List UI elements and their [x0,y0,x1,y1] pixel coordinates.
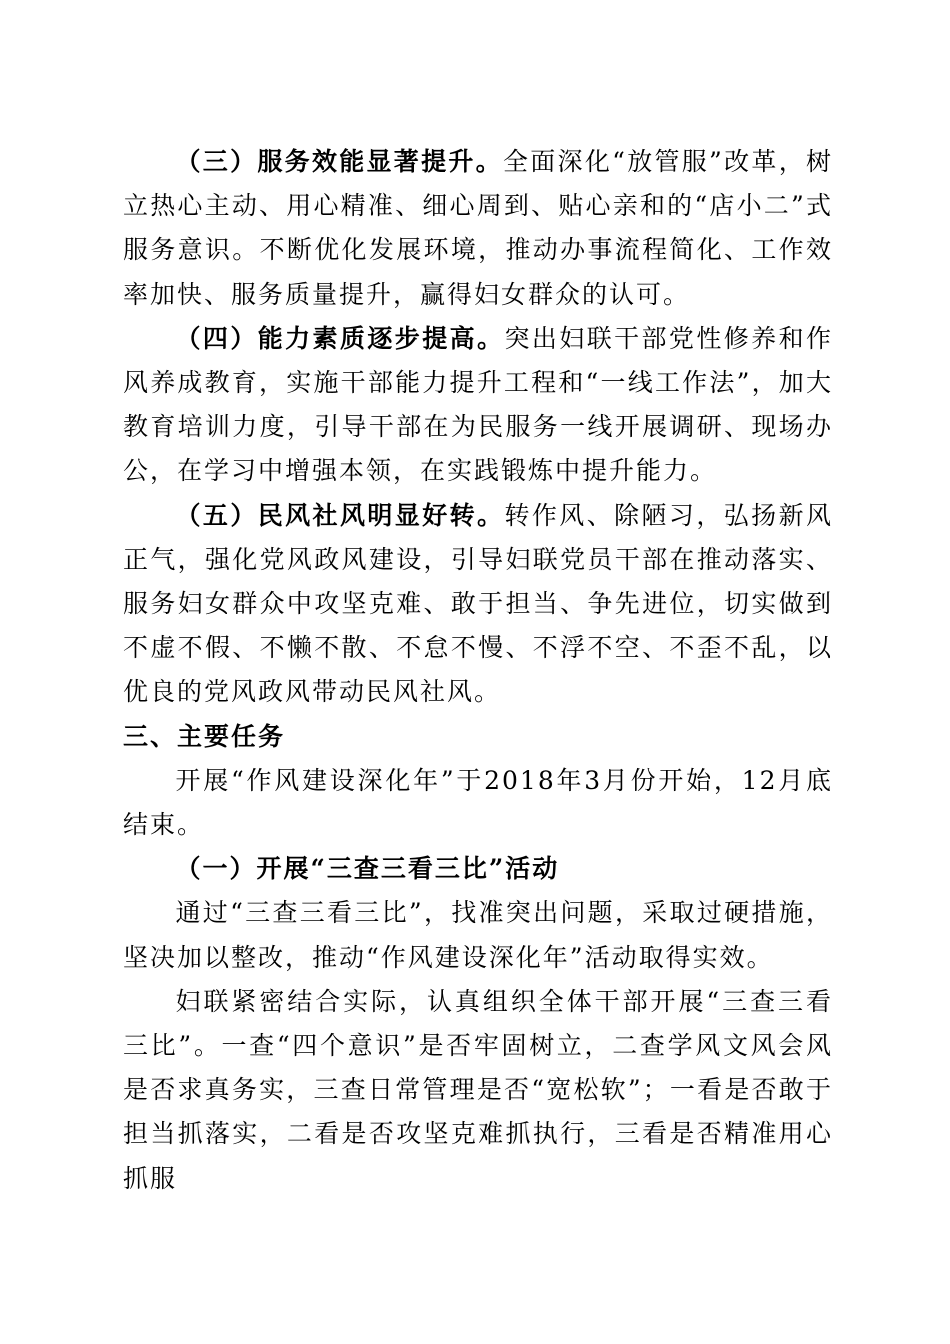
document-body [123,140,833,1201]
section-heading: 三、主要任务 [123,721,286,751]
paragraph-social-customs [123,494,833,715]
paragraph-text: 转作风、除陋习，弘扬新风正气，强化党风政风建设，引导妇联党员干部在推动落实、服务妇女群众中攻坚克难、敢于担当、争先进位，切实做到不虚不假、不懒不散、不怠不慢、不浮不空、不歪不乱，以优良的党风政风带动民风社风。 [123,500,833,707]
paragraph-lead: （四）能力素质逐步提高。 [175,323,505,353]
paragraph-lead: （五）民风社风明显好转。 [175,500,505,530]
paragraph-text: 全面深化“放管服”改革，树立热心主动、用心精准、细心周到、贴心亲和的“店小二”式服务意识。不断优化发展环境，推动办事流程简化、工作效率加快、服务质量提升，赢得妇女群众的认可。 [123,147,833,309]
subsection-heading: （一）开展“三查三看三比”活动 [175,854,560,884]
paragraph-text: 突出妇联干部党性修养和作风养成教育，实施干部能力提升工程和“一线工作法”，加大教育培训力度，引导干部在为民服务一线开展调研、现场办公，在学习中增强本领，在实践锻炼中提升能力。 [123,323,833,486]
paragraph-service-efficiency [123,140,833,317]
body-paragraph: 通过“三查三看三比”，找准突出问题，采取过硬措施，坚决加以整改，推动“作风建设深化年”活动取得实效。 [123,898,833,972]
paragraph-ability-quality [123,317,833,494]
paragraph-lead: （三）服务效能显著提升。 [175,147,503,176]
section-intro: 开展“作风建设深化年”于2018年3月份开始，12月底结束。 [123,765,833,840]
body-paragraph: 妇联紧密结合实际，认真组织全体干部开展“三查三看三比”。一查“四个意识”是否牢固树立，二查学风文风会风是否求真务实，三查日常管理是否“宽松软”；一看是否敢于担当抓落实，二看是否攻坚克难抓执行，三看是否精准用心抓服 [123,986,833,1193]
